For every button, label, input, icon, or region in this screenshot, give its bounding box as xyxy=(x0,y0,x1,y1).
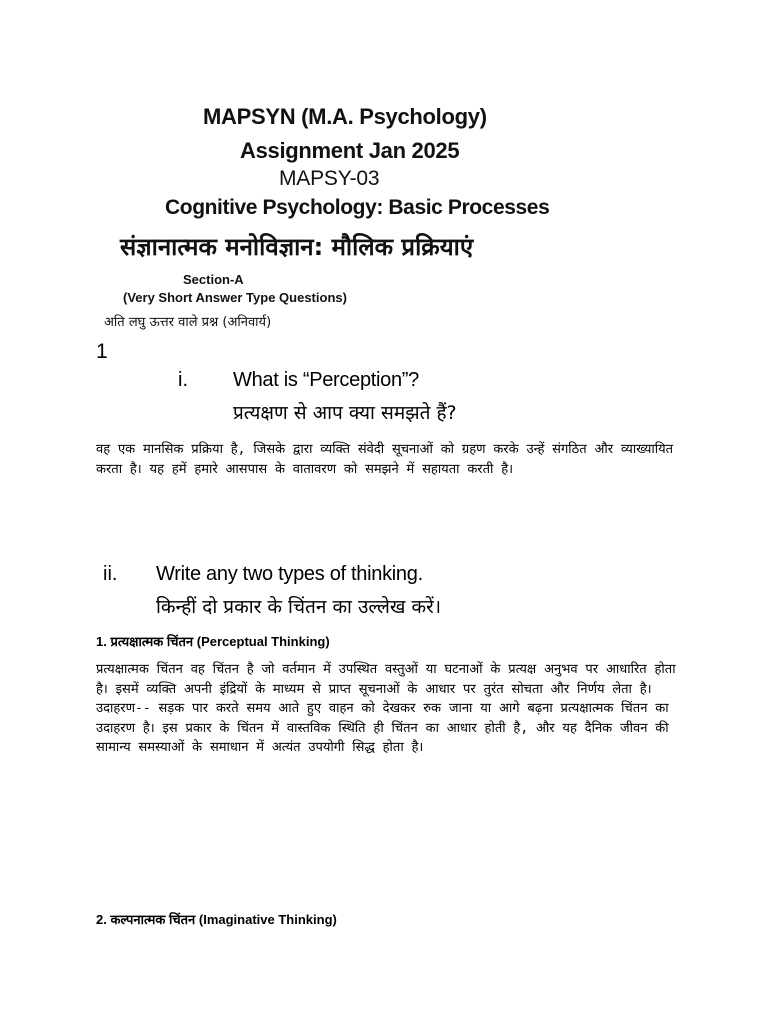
section-name: Section-A xyxy=(183,272,244,287)
question-1-text: What is “Perception”? xyxy=(233,369,419,391)
question-1-answer: वह एक मानसिक प्रक्रिया है, जिसके द्वारा व्यक्ति संवेदी सूचनाओं को ग्रहण करके उन्हें संगठित और व्याख्यायित करता है। यह हमें हमारे आसपास के वातावरण को समझने में सहायता करती है। xyxy=(96,442,674,477)
subsection-2-heading-prefix: 2. कल्पनात्मक चिंतन xyxy=(96,912,196,927)
section-type-hindi: अति लघु ऊत्तर वाले प्रश्न (अनिवार्य) xyxy=(104,315,272,330)
assignment-title: Assignment Jan 2025 xyxy=(240,138,460,163)
question-2-roman: ii. xyxy=(103,563,118,585)
course-code: MAPSY-03 xyxy=(279,167,380,190)
course-title-hindi: संज्ञानात्मक मनोविज्ञान: मौलिक प्रक्रियाएं xyxy=(120,233,474,261)
section-type: (Very Short Answer Type Questions) xyxy=(123,290,347,305)
subsection-1-heading-english: (Perceptual Thinking) xyxy=(196,634,330,649)
subsection-2-heading-english: (Imaginative Thinking) xyxy=(198,912,337,927)
question-2-text-hindi: किन्हीं दो प्रकार के चिंतन का उल्लेख करें। xyxy=(156,596,442,618)
subsection-1-body: प्रत्यक्षात्मक चिंतन वह चिंतन है जो वर्तमान में उपस्थित वस्तुओं या घटनाओं के प्रत्यक्ष अनुभव पर आधारित होता है। इसमें व्यक्ति अपनी इंद्रियों के माध्यम से प्राप्त सूचनाओं के आधार पर तुरंत सोचता और निर्णय लेता है। उदाहरण-- सड़क पार करते समय आते हुए वाहन को देखकर रुक जाना या आगे बढ़ना प्रत्यक्षात्मक चिंतन का उदाहरण है। इस प्रकार के चिंतन में वास्तविक स्थिति ही चिंतन का आधार होती है, और यह दैनिक जीवन की सामान्य समस्याओं के समाधान में अत्यंत उपयोगी सिद्ध होता है। xyxy=(96,662,676,755)
question-1-roman: i. xyxy=(178,369,188,391)
question-2-text: Write any two types of thinking. xyxy=(156,563,423,585)
subsection-1-heading xyxy=(96,632,330,650)
subsection-1-heading-prefix: 1. प्रत्यक्षात्मक चिंतन xyxy=(96,634,194,649)
question-1-text-hindi: प्रत्यक्षण से आप क्या समझते हैं? xyxy=(233,402,457,424)
subsection-2-heading xyxy=(96,910,337,928)
question-number: 1 xyxy=(96,340,108,363)
program-title: MAPSYN (M.A. Psychology) xyxy=(203,104,487,129)
course-title: Cognitive Psychology: Basic Processes xyxy=(165,196,550,219)
